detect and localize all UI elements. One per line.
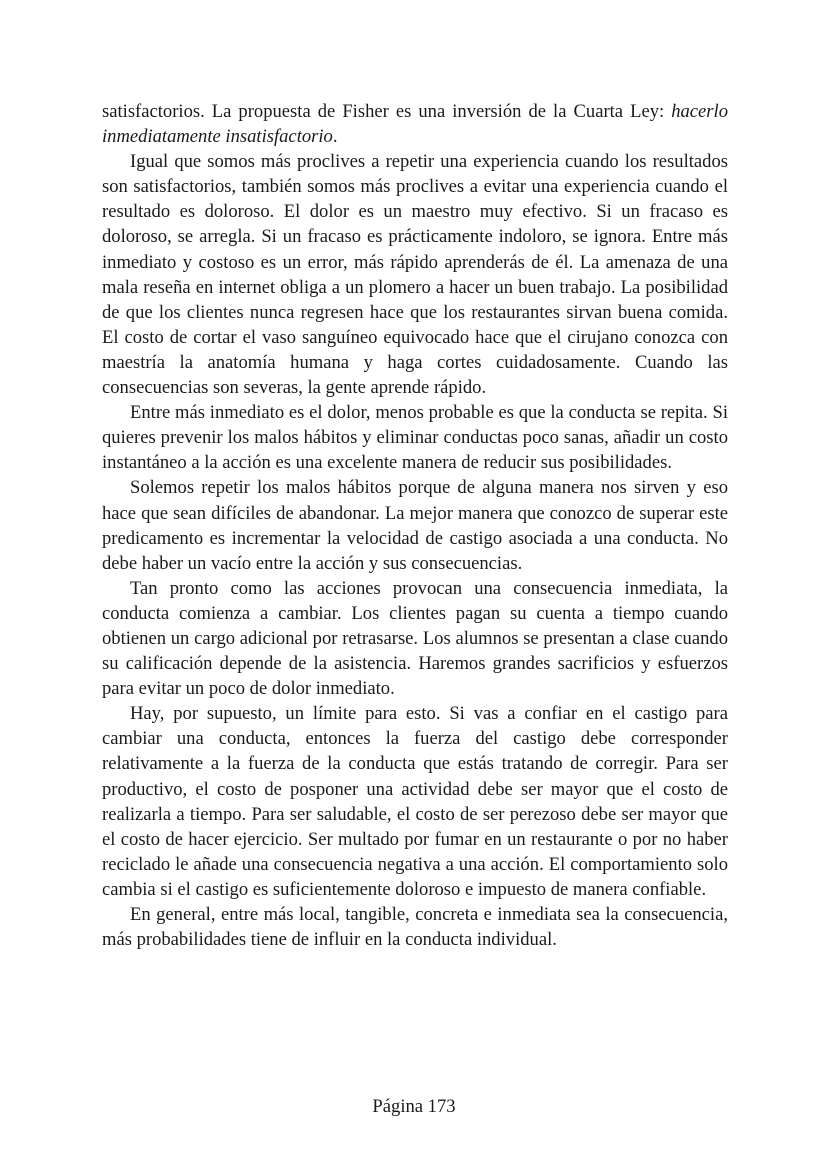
paragraph-continuation (102, 99, 728, 149)
paragraph-tail-text: . (332, 126, 338, 148)
page-number: Página 173 (372, 1096, 456, 1117)
paragraph: Solemos repetir los malos hábitos porque de alguna manera nos sirven y eso hace que sean difíciles de abandonar. La mejor manera que conozco de superar este predicamento es incrementar la velocidad de castigo asociada a una conducta. No debe haber un vacío entre la acción y sus consecuencias. (102, 477, 728, 574)
paragraph: Entre más inmediato es el dolor, menos probable es que la conducta se repita. Si quieres prevenir los malos hábitos y eliminar conductas poco sanas, añadir un costo instantáneo a la acción es una excelente manera de reducir sus posibilidades. (102, 402, 728, 474)
paragraph: Tan pronto como las acciones provocan una consecuencia inmediata, la conducta comienza a cambiar. Los clientes pagan su cuenta a tiempo cuando obtienen un cargo adicional por retrasarse. Los alumnos se presentan a clase cuando su calificación depende de la asistencia. Haremos grandes sacrificios y esfuerzos para evitar un poco de dolor inmediato. (102, 577, 728, 700)
page-body (102, 99, 728, 952)
paragraph: En general, entre más local, tangible, concreta e inmediata sea la consecuencia, más probabilidades tiene de influir en la conducta individual. (102, 904, 728, 951)
paragraph: Hay, por supuesto, un límite para esto. Si vas a confiar en el castigo para cambiar una conducta, entonces la fuerza del castigo debe corresponder relativamente a la fuerza de la conducta que estás tratando de corregir. Para ser productivo, el costo de posponer una actividad debe ser mayor que el costo de realizarla a tiempo. Para ser saludable, el costo de ser perezoso debe ser mayor que el costo de hacer ejercicio. Ser multado por fumar en un restaurante o por no haber reciclado le añade una consecuencia negativa a una acción. El comportamiento solo cambia si el castigo es suficientemente doloroso e impuesto de manera confiable. (102, 703, 728, 900)
paragraph: Igual que somos más proclives a repetir una experiencia cuando los resultados son satisfactorios, también somos más proclives a evitar una experiencia cuando el resultado es doloroso. El dolor es un maestro muy efectivo. Si un fracaso es doloroso, se arregla. Si un fracaso es prácticamente indoloro, se ignora. Entre más inmediato y costoso es un error, más rápido aprenderás de él. La amenaza de una mala reseña en internet obliga a un plomero a hacer un buen trabajo. La posibilidad de que los clientes nunca regresen hace que los restaurantes sirvan buena comida. El costo de cortar el vaso sanguíneo equivocado hace que el cirujano conozca con maestría la anatomía humana y haga cortes cuidadosamente. Cuando las consecuencias son severas, la gente aprende rápido. (102, 151, 728, 399)
paragraph-lead-text: satisfactorios. La propuesta de Fisher es una inversión de la Cuarta Ley: (102, 101, 672, 122)
emphasis-text: hacerlo inmediatamente insatisfactorio (102, 101, 728, 148)
